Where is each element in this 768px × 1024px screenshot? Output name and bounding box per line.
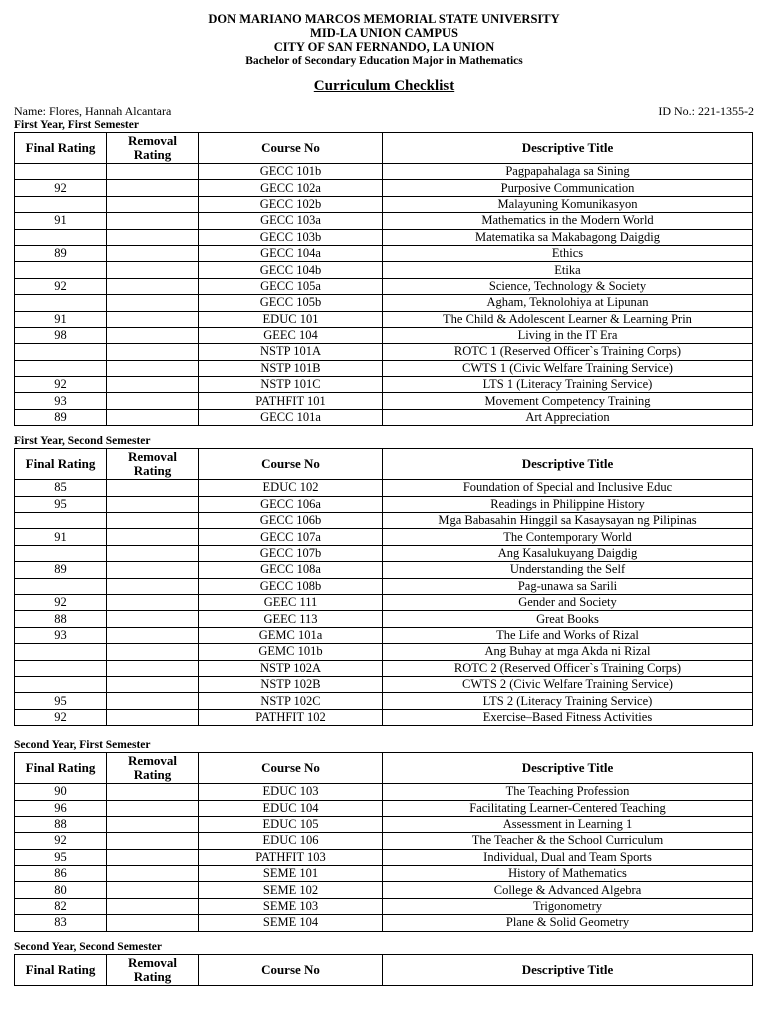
final-rating-cell xyxy=(15,262,107,278)
table-row xyxy=(15,245,753,261)
descriptive-title-cell: Etika xyxy=(383,262,753,278)
course-table xyxy=(14,448,753,726)
table-row xyxy=(15,295,753,311)
table-header-row xyxy=(15,449,753,480)
course-no-cell: NSTP 102C xyxy=(199,693,383,709)
removal-rating-cell xyxy=(107,562,199,578)
removal-rating-header: Removal Rating xyxy=(107,753,199,784)
descriptive-title-cell: Readings in Philippine History xyxy=(383,496,753,512)
descriptive-title-cell: The Teaching Profession xyxy=(383,784,753,800)
removal-rating-cell xyxy=(107,180,199,196)
final-rating-cell xyxy=(15,545,107,561)
final-rating-cell: 95 xyxy=(15,496,107,512)
descriptive-title-cell: Ang Kasalukuyang Daigdig xyxy=(383,545,753,561)
descriptive-title-cell: College & Advanced Algebra xyxy=(383,882,753,898)
final-rating-cell: 91 xyxy=(15,213,107,229)
removal-rating-cell xyxy=(107,545,199,561)
course-table xyxy=(14,132,753,426)
removal-rating-cell xyxy=(107,229,199,245)
descriptive-title-cell: The Life and Works of Rizal xyxy=(383,627,753,643)
course-no-cell: GECC 103b xyxy=(199,229,383,245)
descriptive-title-cell: ROTC 2 (Reserved Officer`s Training Corps) xyxy=(383,660,753,676)
removal-rating-cell xyxy=(107,377,199,393)
table-row xyxy=(15,898,753,914)
removal-rating-cell xyxy=(107,513,199,529)
removal-rating-cell xyxy=(107,496,199,512)
semester-sections xyxy=(0,118,768,986)
descriptive-title-cell: Living in the IT Era xyxy=(383,327,753,343)
table-row xyxy=(15,327,753,343)
final-rating-cell: 91 xyxy=(15,311,107,327)
table-row xyxy=(15,693,753,709)
descriptive-title-cell: CWTS 1 (Civic Welfare Training Service) xyxy=(383,360,753,376)
final-rating-cell: 90 xyxy=(15,784,107,800)
course-no-cell: GECC 104a xyxy=(199,245,383,261)
course-no-cell: EDUC 105 xyxy=(199,816,383,832)
table-row xyxy=(15,311,753,327)
course-no-cell: PATHFIT 102 xyxy=(199,709,383,725)
removal-rating-cell xyxy=(107,627,199,643)
descriptive-title-header: Descriptive Title xyxy=(383,954,753,985)
course-no-header: Course No xyxy=(199,954,383,985)
descriptive-title-cell: Ethics xyxy=(383,245,753,261)
descriptive-title-cell: Foundation of Special and Inclusive Educ xyxy=(383,480,753,496)
course-no-header: Course No xyxy=(199,753,383,784)
descriptive-title-cell: Matematika sa Makabagong Daigdig xyxy=(383,229,753,245)
course-no-cell: GECC 107b xyxy=(199,545,383,561)
course-no-cell: GEEC 104 xyxy=(199,327,383,343)
removal-rating-cell xyxy=(107,676,199,692)
removal-rating-header: Removal Rating xyxy=(107,449,199,480)
descriptive-title-cell: The Contemporary World xyxy=(383,529,753,545)
descriptive-title-cell: Facilitating Learner-Centered Teaching xyxy=(383,800,753,816)
final-rating-cell xyxy=(15,229,107,245)
table-row xyxy=(15,529,753,545)
final-rating-cell xyxy=(15,513,107,529)
city-name: CITY OF SAN FERNANDO, LA UNION xyxy=(273,40,495,54)
final-rating-cell: 92 xyxy=(15,594,107,610)
removal-rating-cell xyxy=(107,800,199,816)
removal-rating-cell xyxy=(107,213,199,229)
table-row xyxy=(15,164,753,180)
table-row xyxy=(15,882,753,898)
removal-rating-cell xyxy=(107,311,199,327)
descriptive-title-cell: Purposive Communication xyxy=(383,180,753,196)
final-rating-cell xyxy=(15,660,107,676)
course-no-cell: GECC 107a xyxy=(199,529,383,545)
final-rating-cell xyxy=(15,164,107,180)
course-table xyxy=(14,752,753,932)
table-row xyxy=(15,800,753,816)
table-row xyxy=(15,393,753,409)
removal-rating-cell xyxy=(107,245,199,261)
course-no-cell: NSTP 101B xyxy=(199,360,383,376)
table-row xyxy=(15,709,753,725)
table-row xyxy=(15,627,753,643)
removal-rating-cell xyxy=(107,164,199,180)
final-rating-header: Final Rating xyxy=(15,133,107,164)
final-rating-cell xyxy=(15,578,107,594)
final-rating-cell: 82 xyxy=(15,898,107,914)
table-row xyxy=(15,278,753,294)
course-no-cell: SEME 101 xyxy=(199,866,383,882)
removal-rating-header: Removal Rating xyxy=(107,133,199,164)
semester-title: First Year, First Semester xyxy=(14,119,139,131)
table-row xyxy=(15,344,753,360)
removal-rating-cell xyxy=(107,784,199,800)
final-rating-cell: 93 xyxy=(15,393,107,409)
final-rating-cell: 88 xyxy=(15,816,107,832)
table-row xyxy=(15,816,753,832)
table-row xyxy=(15,545,753,561)
removal-rating-cell xyxy=(107,611,199,627)
final-rating-header: Final Rating xyxy=(15,954,107,985)
removal-rating-cell xyxy=(107,295,199,311)
course-no-cell: NSTP 102A xyxy=(199,660,383,676)
final-rating-cell: 92 xyxy=(15,180,107,196)
course-no-cell: GEEC 113 xyxy=(199,611,383,627)
course-no-cell: SEME 102 xyxy=(199,882,383,898)
table-row xyxy=(15,562,753,578)
descriptive-title-cell: Gender and Society xyxy=(383,594,753,610)
final-rating-cell: 92 xyxy=(15,709,107,725)
final-rating-cell xyxy=(15,360,107,376)
descriptive-title-cell: Ang Buhay at mga Akda ni Rizal xyxy=(383,644,753,660)
course-no-header: Course No xyxy=(199,449,383,480)
table-row xyxy=(15,833,753,849)
final-rating-cell: 89 xyxy=(15,409,107,425)
final-rating-cell: 89 xyxy=(15,245,107,261)
program-name: Bachelor of Secondary Education Major in Mathematics xyxy=(245,55,523,67)
table-row xyxy=(15,409,753,425)
descriptive-title-cell: Pagpapahalaga sa Sining xyxy=(383,164,753,180)
removal-rating-cell xyxy=(107,196,199,212)
removal-rating-cell xyxy=(107,344,199,360)
final-rating-cell: 95 xyxy=(15,693,107,709)
removal-rating-cell xyxy=(107,578,199,594)
descriptive-title-cell: Assessment in Learning 1 xyxy=(383,816,753,832)
table-header-row xyxy=(15,954,753,985)
removal-rating-cell xyxy=(107,644,199,660)
course-no-cell: GECC 102b xyxy=(199,196,383,212)
descriptive-title-cell: CWTS 2 (Civic Welfare Training Service) xyxy=(383,676,753,692)
course-no-cell: GECC 103a xyxy=(199,213,383,229)
course-no-cell: GECC 106a xyxy=(199,496,383,512)
course-no-cell: GECC 105b xyxy=(199,295,383,311)
table-row xyxy=(15,496,753,512)
descriptive-title-cell: The Teacher & the School Curriculum xyxy=(383,833,753,849)
course-no-cell: EDUC 106 xyxy=(199,833,383,849)
document-header xyxy=(0,0,768,68)
removal-rating-cell xyxy=(107,833,199,849)
removal-rating-cell xyxy=(107,866,199,882)
removal-rating-cell xyxy=(107,409,199,425)
descriptive-title-cell: Science, Technology & Society xyxy=(383,278,753,294)
final-rating-header: Final Rating xyxy=(15,753,107,784)
final-rating-cell: 85 xyxy=(15,480,107,496)
final-rating-cell: 86 xyxy=(15,866,107,882)
student-info xyxy=(14,104,754,118)
student-name: Name: Flores, Hannah Alcantara xyxy=(14,104,172,118)
course-no-cell: NSTP 101A xyxy=(199,344,383,360)
table-row xyxy=(15,360,753,376)
removal-rating-cell xyxy=(107,480,199,496)
course-no-cell: EDUC 104 xyxy=(199,800,383,816)
final-rating-cell xyxy=(15,344,107,360)
removal-rating-cell xyxy=(107,709,199,725)
descriptive-title-cell: Art Appreciation xyxy=(383,409,753,425)
descriptive-title-cell: LTS 2 (Literacy Training Service) xyxy=(383,693,753,709)
descriptive-title-header: Descriptive Title xyxy=(383,753,753,784)
course-no-cell: GECC 108a xyxy=(199,562,383,578)
semester-title: Second Year, Second Semester xyxy=(14,940,162,953)
removal-rating-cell xyxy=(107,816,199,832)
descriptive-title-cell: Plane & Solid Geometry xyxy=(383,915,753,931)
course-no-cell: GECC 102a xyxy=(199,180,383,196)
final-rating-cell: 98 xyxy=(15,327,107,343)
course-no-cell: NSTP 102B xyxy=(199,676,383,692)
course-no-cell: GECC 104b xyxy=(199,262,383,278)
table-row xyxy=(15,196,753,212)
descriptive-title-cell: Exercise–Based Fitness Activities xyxy=(383,709,753,725)
table-row xyxy=(15,480,753,496)
final-rating-cell xyxy=(15,644,107,660)
descriptive-title-header: Descriptive Title xyxy=(383,133,753,164)
course-no-cell: GEMC 101a xyxy=(199,627,383,643)
course-no-cell: PATHFIT 101 xyxy=(199,393,383,409)
descriptive-title-cell: Mga Babasahin Hinggil sa Kasaysayan ng Pilipinas xyxy=(383,513,753,529)
course-no-cell: PATHFIT 103 xyxy=(199,849,383,865)
page-title: Curriculum Checklist xyxy=(313,78,455,94)
descriptive-title-cell: LTS 1 (Literacy Training Service) xyxy=(383,377,753,393)
descriptive-title-cell: Agham, Teknolohiya at Lipunan xyxy=(383,295,753,311)
removal-rating-header: Removal Rating xyxy=(107,954,199,985)
course-table xyxy=(14,954,753,986)
campus-name: MID-LA UNION CAMPUS xyxy=(310,26,458,40)
descriptive-title-cell: Great Books xyxy=(383,611,753,627)
course-no-cell: EDUC 101 xyxy=(199,311,383,327)
removal-rating-cell xyxy=(107,660,199,676)
descriptive-title-cell: Mathematics in the Modern World xyxy=(383,213,753,229)
descriptive-title-cell: Trigonometry xyxy=(383,898,753,914)
university-name: DON MARIANO MARCOS MEMORIAL STATE UNIVERSITY xyxy=(208,12,560,26)
descriptive-title-cell: Individual, Dual and Team Sports xyxy=(383,849,753,865)
table-row xyxy=(15,377,753,393)
course-no-cell: GECC 106b xyxy=(199,513,383,529)
final-rating-cell: 91 xyxy=(15,529,107,545)
descriptive-title-cell: Movement Competency Training xyxy=(383,393,753,409)
table-row xyxy=(15,849,753,865)
table-row xyxy=(15,866,753,882)
final-rating-cell: 96 xyxy=(15,800,107,816)
course-no-cell: GEMC 101b xyxy=(199,644,383,660)
course-no-cell: SEME 104 xyxy=(199,915,383,931)
removal-rating-cell xyxy=(107,529,199,545)
table-row xyxy=(15,915,753,931)
course-no-cell: GEEC 111 xyxy=(199,594,383,610)
course-no-cell: SEME 103 xyxy=(199,898,383,914)
descriptive-title-cell: Malayuning Komunikasyon xyxy=(383,196,753,212)
descriptive-title-cell: Understanding the Self xyxy=(383,562,753,578)
removal-rating-cell xyxy=(107,898,199,914)
table-header-row xyxy=(15,753,753,784)
removal-rating-cell xyxy=(107,915,199,931)
semester-title: First Year, Second Semester xyxy=(14,435,151,448)
removal-rating-cell xyxy=(107,278,199,294)
course-no-cell: NSTP 101C xyxy=(199,377,383,393)
table-row xyxy=(15,213,753,229)
final-rating-cell: 93 xyxy=(15,627,107,643)
descriptive-title-cell: ROTC 1 (Reserved Officer`s Training Corps) xyxy=(383,344,753,360)
final-rating-cell: 83 xyxy=(15,915,107,931)
final-rating-cell: 92 xyxy=(15,833,107,849)
final-rating-cell: 92 xyxy=(15,278,107,294)
table-row xyxy=(15,513,753,529)
semester-title: Second Year, First Semester xyxy=(14,739,151,752)
table-row xyxy=(15,180,753,196)
table-row xyxy=(15,594,753,610)
final-rating-cell: 89 xyxy=(15,562,107,578)
table-row xyxy=(15,262,753,278)
final-rating-cell: 95 xyxy=(15,849,107,865)
final-rating-cell: 80 xyxy=(15,882,107,898)
course-no-cell: GECC 101b xyxy=(199,164,383,180)
table-row xyxy=(15,784,753,800)
final-rating-header: Final Rating xyxy=(15,449,107,480)
student-id: ID No.: 221-1355-2 xyxy=(658,104,754,118)
table-row xyxy=(15,578,753,594)
final-rating-cell: 92 xyxy=(15,377,107,393)
table-row xyxy=(15,676,753,692)
course-no-cell: GECC 108b xyxy=(199,578,383,594)
removal-rating-cell xyxy=(107,594,199,610)
removal-rating-cell xyxy=(107,262,199,278)
removal-rating-cell xyxy=(107,360,199,376)
removal-rating-cell xyxy=(107,327,199,343)
final-rating-cell xyxy=(15,196,107,212)
table-row xyxy=(15,229,753,245)
descriptive-title-cell: The Child & Adolescent Learner & Learning Prin xyxy=(383,311,753,327)
removal-rating-cell xyxy=(107,849,199,865)
removal-rating-cell xyxy=(107,693,199,709)
removal-rating-cell xyxy=(107,882,199,898)
table-header-row xyxy=(15,133,753,164)
course-no-cell: EDUC 103 xyxy=(199,784,383,800)
final-rating-cell: 88 xyxy=(15,611,107,627)
course-no-header: Course No xyxy=(199,133,383,164)
final-rating-cell xyxy=(15,295,107,311)
descriptive-title-cell: Pag-unawa sa Sarili xyxy=(383,578,753,594)
table-row xyxy=(15,644,753,660)
final-rating-cell xyxy=(15,676,107,692)
course-no-cell: EDUC 102 xyxy=(199,480,383,496)
course-no-cell: GECC 101a xyxy=(199,409,383,425)
descriptive-title-cell: History of Mathematics xyxy=(383,866,753,882)
course-no-cell: GECC 105a xyxy=(199,278,383,294)
descriptive-title-header: Descriptive Title xyxy=(383,449,753,480)
table-row xyxy=(15,660,753,676)
table-row xyxy=(15,611,753,627)
removal-rating-cell xyxy=(107,393,199,409)
